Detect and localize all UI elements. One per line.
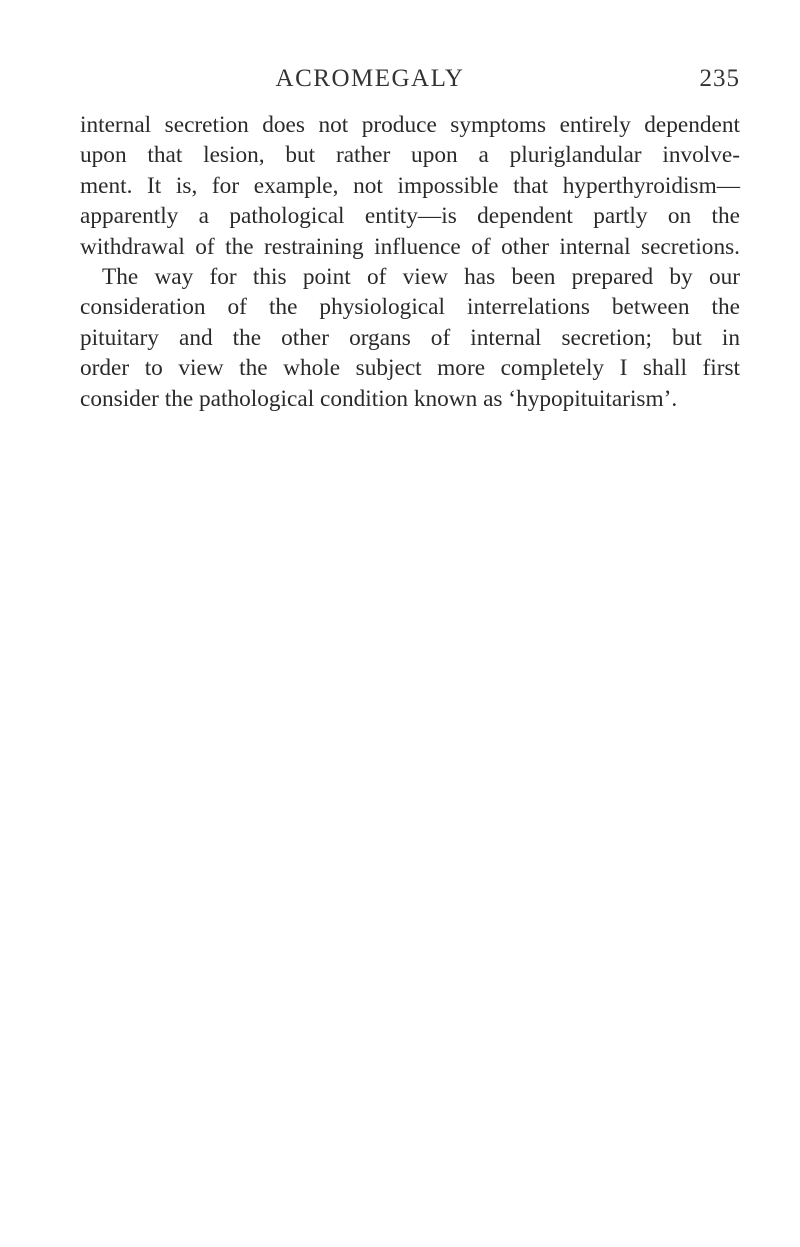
page-number: 235	[699, 65, 740, 92]
text-line: withdrawal of the restraining influence of other internal secretions.	[80, 233, 740, 260]
text-line: ment. It is, for example, not impossible that hyperthyroidism—	[80, 172, 740, 199]
text-line: consider the pathological condition known as ‘hypopituitarism’.	[80, 385, 678, 412]
running-title: ACROMEGALY	[275, 65, 465, 92]
running-head	[0, 62, 800, 96]
text-line: apparently a pathological entity—is dependent partly on the	[80, 203, 740, 230]
text-line: order to view the whole subject more completely I shall first	[80, 355, 740, 382]
paragraph-1	[80, 110, 740, 262]
text-line: internal secretion does not produce symptoms entirely dependent	[80, 112, 740, 138]
paragraph-2	[80, 262, 740, 414]
body-text	[80, 110, 740, 414]
text-line: upon that lesion, but rather upon a pluriglandular involve-	[80, 142, 740, 169]
text-line: consideration of the physiological interrelations between the	[80, 294, 740, 321]
text-line: pituitary and the other organs of internal secretion; but in	[80, 324, 740, 351]
text-line: The way for this point of view has been prepared by our	[102, 264, 740, 291]
